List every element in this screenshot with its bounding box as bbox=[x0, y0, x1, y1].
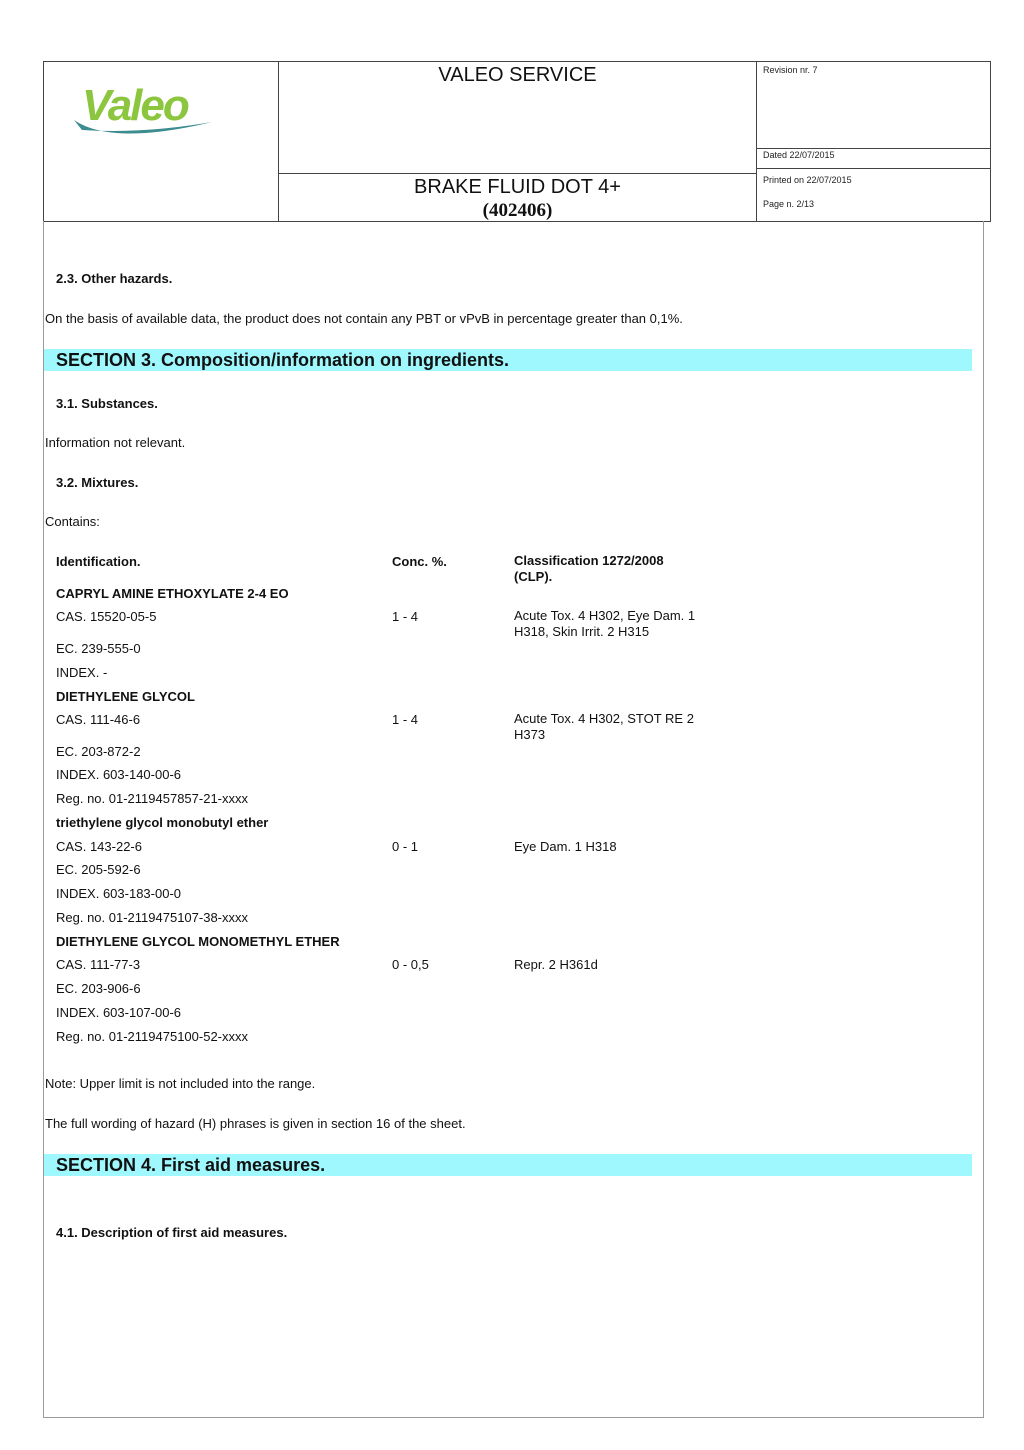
subsection-3-2-heading: 3.2. Mixtures. bbox=[56, 475, 139, 490]
ingredient-index: INDEX. - bbox=[56, 665, 108, 680]
logo-cell bbox=[44, 62, 279, 221]
column-classification: Classification 1272/2008 (CLP). bbox=[514, 553, 664, 584]
subsection-3-1-text: Information not relevant. bbox=[45, 435, 186, 450]
section-3-bar bbox=[44, 349, 972, 371]
dated-divider bbox=[757, 168, 990, 169]
ingredient-classification: Repr. 2 H361d bbox=[514, 957, 598, 972]
printed-date: Printed on 22/07/2015 bbox=[763, 175, 852, 185]
ingredient-conc: 1 - 4 bbox=[392, 712, 419, 727]
ingredient-cas: CAS. 143-22-6 bbox=[56, 839, 142, 854]
product-name: BRAKE FLUID DOT 4+ bbox=[414, 176, 621, 198]
ingredient-classification: Eye Dam. 1 H318 bbox=[514, 839, 617, 854]
ingredient-ec: EC. 239-555-0 bbox=[56, 641, 141, 656]
subsection-2-3-text: On the basis of available data, the product does not contain any PBT or vPvB in percentage greater than 0,1%. bbox=[45, 311, 683, 326]
ingredient-reg: Reg. no. 01-2119475107-38-xxxx bbox=[56, 910, 248, 925]
revision-cell bbox=[757, 62, 990, 221]
product-cell bbox=[279, 174, 757, 221]
contains-label: Contains: bbox=[45, 514, 100, 529]
ingredient-classification: Acute Tox. 4 H302, STOT RE 2 H373 bbox=[514, 711, 694, 742]
valeo-logo bbox=[72, 76, 222, 166]
ingredient-name: CAPRYL AMINE ETHOXYLATE 2-4 EO bbox=[56, 586, 289, 601]
document-header bbox=[43, 61, 991, 222]
dated-date: Dated 22/07/2015 bbox=[763, 150, 835, 160]
ingredient-ec: EC. 205-592-6 bbox=[56, 862, 141, 877]
ingredient-index: INDEX. 603-140-00-6 bbox=[56, 767, 182, 782]
svg-text:Valeo: Valeo bbox=[82, 81, 188, 130]
ingredient-ec: EC. 203-872-2 bbox=[56, 744, 141, 759]
revision-divider bbox=[757, 148, 990, 149]
ingredient-ec: EC. 203-906-6 bbox=[56, 981, 141, 996]
company-name: VALEO SERVICE bbox=[438, 64, 597, 86]
section-3-title: SECTION 3. Composition/information on ingredients. bbox=[56, 350, 510, 370]
ingredient-reg: Reg. no. 01-2119475100-52-xxxx bbox=[56, 1029, 248, 1044]
page-number: Page n. 2/13 bbox=[763, 199, 815, 209]
revision-number: Revision nr. 7 bbox=[763, 65, 818, 75]
ingredient-index: INDEX. 603-183-00-0 bbox=[56, 886, 182, 901]
ingredient-cas: CAS. 15520-05-5 bbox=[56, 609, 157, 624]
subsection-4-1-heading: 4.1. Description of first aid measures. bbox=[56, 1225, 288, 1240]
subsection-3-1-heading: 3.1. Substances. bbox=[56, 396, 158, 411]
range-note: Note: Upper limit is not included into the range. bbox=[45, 1076, 316, 1091]
ingredient-reg: Reg. no. 01-2119457857-21-xxxx bbox=[56, 791, 248, 806]
ingredient-name: DIETHYLENE GLYCOL MONOMETHYL ETHER bbox=[56, 934, 340, 949]
hazard-phrases-note: The full wording of hazard (H) phrases is given in section 16 of the sheet. bbox=[45, 1116, 466, 1131]
section-4-bar bbox=[44, 1154, 972, 1176]
ingredient-classification: Acute Tox. 4 H302, Eye Dam. 1 H318, Skin Irrit. 2 H315 bbox=[514, 608, 696, 639]
ingredient-conc: 0 - 0,5 bbox=[392, 957, 429, 972]
ingredient-name: DIETHYLENE GLYCOL bbox=[56, 689, 195, 704]
ingredient-cas: CAS. 111-46-6 bbox=[56, 712, 141, 727]
ingredient-conc: 0 - 1 bbox=[392, 839, 419, 854]
column-conc: Conc. %. bbox=[392, 554, 447, 569]
ingredient-index: INDEX. 603-107-00-6 bbox=[56, 1005, 182, 1020]
product-code: (402406) bbox=[482, 200, 553, 221]
section-4-title: SECTION 4. First aid measures. bbox=[56, 1155, 326, 1175]
ingredient-name: triethylene glycol monobutyl ether bbox=[56, 815, 269, 830]
company-cell bbox=[279, 62, 757, 174]
subsection-2-3-heading: 2.3. Other hazards. bbox=[56, 271, 173, 286]
ingredient-cas: CAS. 111-77-3 bbox=[56, 957, 141, 972]
ingredient-conc: 1 - 4 bbox=[392, 609, 419, 624]
column-identification: Identification. bbox=[56, 554, 141, 569]
